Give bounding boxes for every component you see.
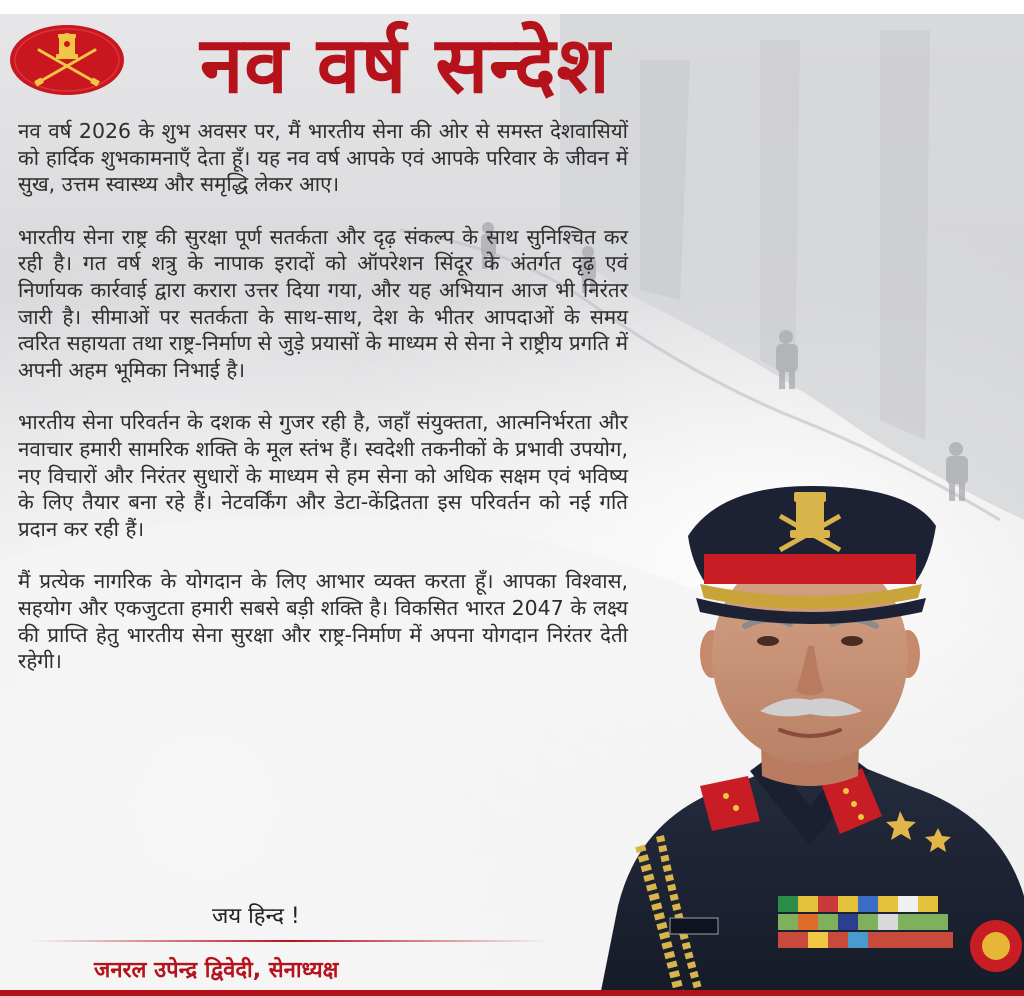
signature-divider	[30, 940, 550, 942]
message-paragraph-2: भारतीय सेना राष्ट्र की सुरक्षा पूर्ण सतर्कता और दृढ़ संकल्प के साथ सुनिश्चित कर रही है। गत वर्ष शत्रु के नापाक इरादों को ऑपरेशन सिंदूर के अंतर्गत दृढ़ एवं निर्णायक कार्रवाई द्वारा करारा उत्तर दिया गया, और यह अभियान आज भी निरंतर जारी है। सीमाओं पर सतर्कता के साथ-साथ, देश के भीतर आपदाओं के समय त्वरित सहायता तथा राष्ट्र-निर्माण से जुड़े प्रयासों के माध्यम से सेना ने राष्ट्रीय प्रगति में अपनी अहम भूमिका निभाई है।	[18, 224, 628, 382]
message-paragraph-1: नव वर्ष 2026 के शुभ अवसर पर, मैं भारतीय सेना की ओर से समस्त देशवासियों को हार्दिक शुभकामनाएँ देता हूँ। यह नव वर्ष आपके एवं आपके परिवार के जीवन में सुख, उत्तम स्वास्थ्य और समृद्धि लेकर आए।	[18, 119, 628, 197]
general-portrait	[600, 486, 1024, 996]
message-paragraph-4: मैं प्रत्येक नागरिक के योगदान के लिए आभार व्यक्त करता हूँ। आपका विश्वास, सहयोग और एकजुटता हमारी सबसे बड़ी शक्ति है। विकसित भारत 2047 के लक्ष्य की प्राप्ति हेतु भारतीय सेना सुरक्षा और राष्ट्र-निर्माण में अपना योगदान निरंतर देती रहेगी।	[18, 569, 628, 674]
signature-name: जनरल उपेन्द्र द्विवेदी, सेनाध्यक्ष	[94, 958, 339, 983]
closing-salutation: जय हिन्द !	[212, 904, 300, 929]
page-title: नव वर्ष सन्देश	[200, 21, 611, 111]
message-body	[18, 118, 628, 675]
message-paragraph-3: भारतीय सेना परिवर्तन के दशक से गुजर रही है, जहाँ संयुक्तता, आत्मनिर्भरता और नवाचार हमारी सामरिक शक्ति के मूल स्तंभ हैं। स्वदेशी तकनीकों के प्रभावी उपयोग, नए विचारों और निरंतर सुधारों के माध्यम से हम सेना को अधिक सक्षम एवं भविष्य के लिए तैयार बना रहे हैं। नेटवर्किंग और डेटा-केंद्रितता इस परिवर्तन को नई गति प्रदान कर रही हैं।	[18, 410, 628, 541]
bottom-border	[0, 990, 1024, 996]
indian-army-crest-icon	[9, 24, 125, 96]
